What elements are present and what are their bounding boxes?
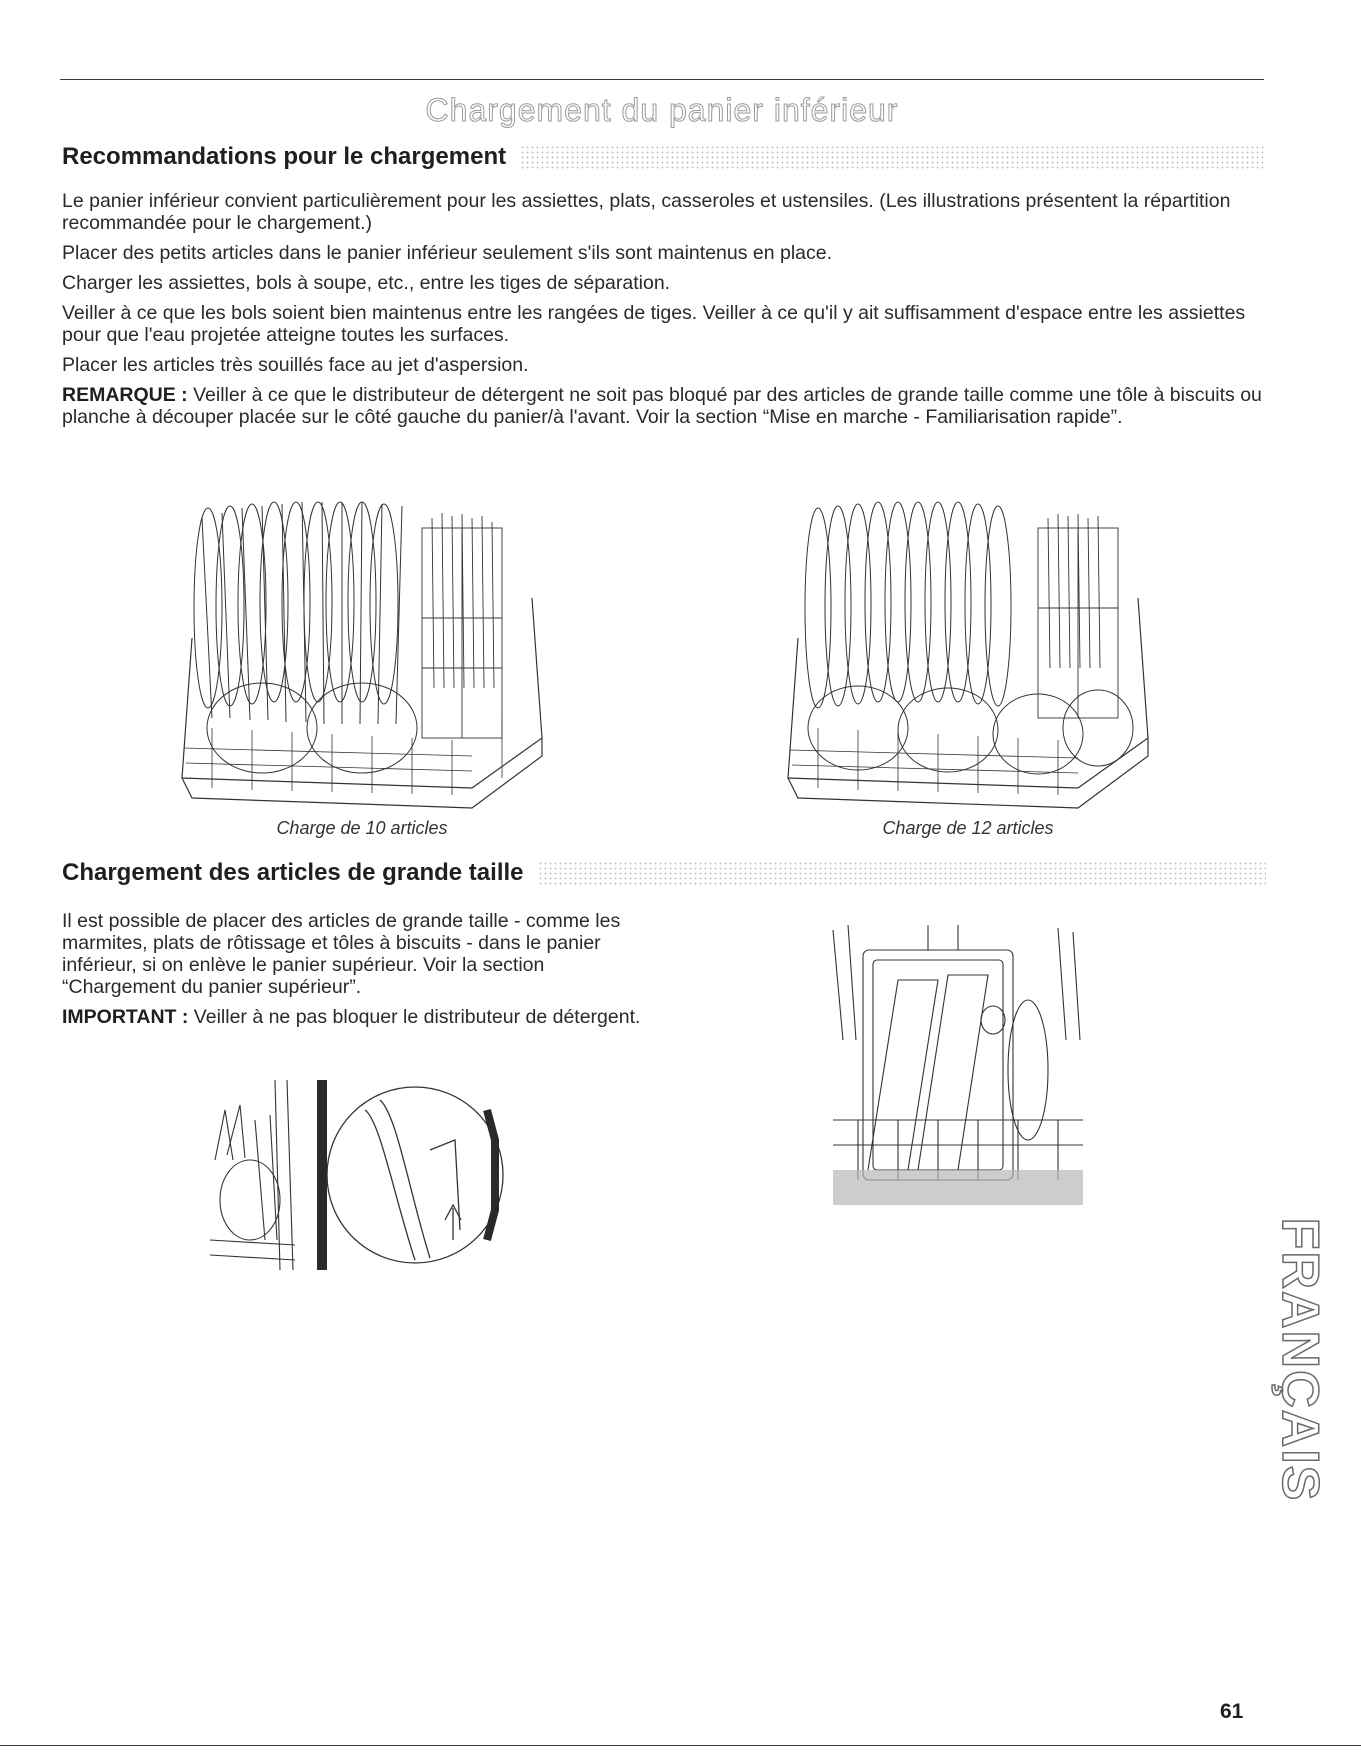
- important-label: IMPORTANT :: [62, 1006, 189, 1028]
- figure-caption-right: Charge de 12 articles: [882, 818, 1054, 838]
- section-heading-text: Recommandations pour le chargement: [62, 143, 507, 170]
- language-side-tab-text: FRANÇAIS: [1271, 1217, 1329, 1503]
- rack-base-shading: [833, 1170, 1083, 1205]
- page-number: 61: [1220, 1700, 1244, 1723]
- paragraph: Placer les articles très souillés face au jet d'aspersion.: [62, 354, 529, 376]
- note-label: REMARQUE :: [62, 384, 188, 406]
- rack-10-settings-illustration: [172, 488, 552, 813]
- door-edge-bar: [317, 1080, 327, 1270]
- paragraph: Charger les assiettes, bols à soupe, etc., entre les tiges de séparation.: [62, 272, 671, 294]
- section1-body: [62, 190, 1262, 436]
- section-heading-text: Chargement des articles de grande taille: [62, 859, 524, 886]
- language-side-tab: [1266, 1210, 1334, 1510]
- section-heading-recommendations: [62, 142, 1266, 172]
- paragraph: Placer des petits articles dans le panier inférieur seulement s'ils sont maintenus en place.: [62, 242, 833, 264]
- paragraph: Le panier inférieur convient particulièrement pour les assiettes, plats, casseroles et ustensiles. (Les illustrations présentent la répartition recommandée pour le chargement.): [62, 190, 1231, 234]
- rack-12-settings-illustration: [778, 488, 1158, 813]
- bottom-rule: [0, 1745, 1361, 1746]
- large-items-rack-illustration: [828, 920, 1088, 1205]
- section2-body: [62, 910, 642, 1036]
- dispenser-clearance-illustration: [205, 1080, 515, 1270]
- figure-caption-left: Charge de 10 articles: [276, 818, 448, 838]
- paragraph: Veiller à ce que les bols soient bien maintenus entre les rangées de tiges. Veiller à ce qu'il y ait suffisamment d'espace entre les assiettes pour que l'eau projetée atteigne toutes les surfaces.: [62, 302, 1246, 346]
- important-text: Veiller à ne pas bloquer le distributeur de détergent.: [188, 1006, 641, 1028]
- section-heading-large-items: [62, 858, 1266, 888]
- paragraph: Il est possible de placer des articles de grande taille - comme les marmites, plats de rôtissage et tôles à biscuits - dans le panier inférieur, si on enlève le panier supérieur. Voir la section “Chargement du panier supérieur”.: [62, 910, 621, 998]
- page-title: Chargement du panier inférieur: [425, 92, 899, 128]
- note-text: Veiller à ce que le distributeur de détergent ne soit pas bloqué par des articles de grande taille comme une tôle à biscuits ou planche à découper placée sur le côté gauche du panier/à l'avant. Voir la section “Mise en marche - Familiarisation rapide”.: [62, 384, 1262, 428]
- top-rule: [60, 79, 1264, 80]
- heading-dot-band: [520, 145, 1266, 169]
- note-paragraph: [62, 384, 1262, 428]
- important-paragraph: [62, 1006, 642, 1028]
- heading-dot-band: [538, 861, 1267, 885]
